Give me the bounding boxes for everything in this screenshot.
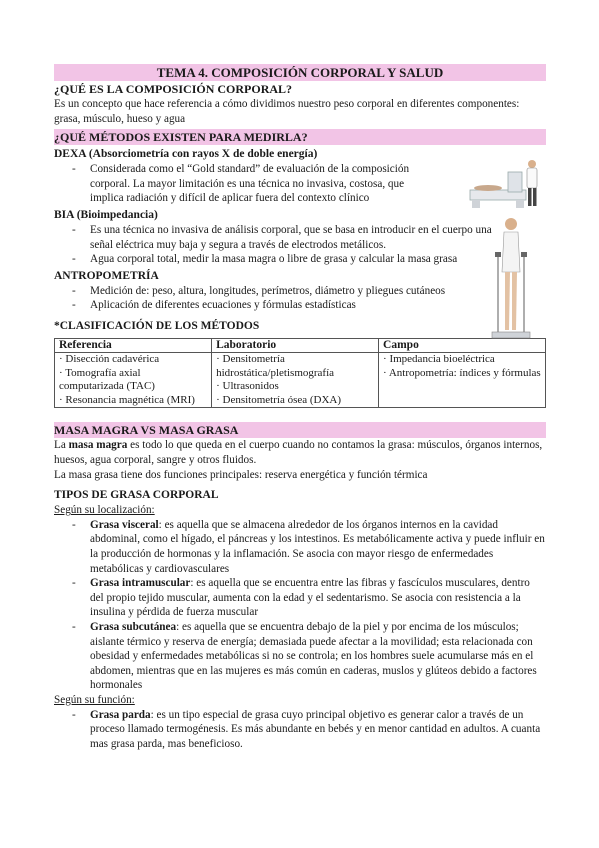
cell-item: · Densitometría ósea (DXA) [216,393,342,406]
term-visceral: Grasa visceral [90,518,159,531]
text-segment: : es aquella que se encuentra debajo de la piel y por encima de los músculos; aislante térmico y reserva de energía; demasiada puede afectar a la movilidad; esta relacionada con obesidad y enfermedades metabólicas si no se controla; en los hombres suele acumularse más en el abdomen, mientras que en las mujeres es más común en caderas, muslos y glúteos debido a factores hormonales [90,620,537,692]
definition-paragraph: Es un concepto que hace referencia a cómo dividimos nuestro peso corporal en diferentes componentes: grasa, músculo, hueso y agua [54,98,520,125]
section-heading-masa: MASA MAGRA VS MASA GRASA [54,422,546,438]
cell-item: · Disección cadavérica [59,353,160,366]
bia-title: BIA (Bioimpedancia) [54,208,158,221]
section-heading-metodos: ¿QUÉ MÉTODOS EXISTEN PARA MEDIRLA? [54,129,546,145]
cell-item: · Ultrasonidos [216,380,279,393]
funcion-list [54,708,546,752]
methods-table [54,338,546,409]
list-item: - Medición de: peso, altura, longitudes, perímetros, diámetro y pliegues cutáneos [90,284,546,299]
cell-referencia [55,353,212,408]
classification-heading: *CLASIFICACIÓN DE LOS MÉTODOS [54,319,260,332]
cell-item: · Tomografía axial computarizada (TAC) [59,366,155,393]
term-subcutanea: Grasa subcutánea [90,620,177,633]
cell-item: · Resonancia magnética (MRI) [59,393,195,406]
section-heading-composicion: ¿QUÉ ES LA COMPOSICIÓN CORPORAL? [54,82,293,96]
localizacion-list [54,518,546,693]
document-title: TEMA 4. COMPOSICIÓN CORPORAL Y SALUD [54,64,546,81]
text-segment: La [54,439,69,452]
masa-magra-paragraph [54,438,546,467]
dexa-title: DEXA (Absorciometría con rayos X de doble energía) [54,148,318,161]
term-parda: Grasa parda [90,708,151,721]
term-masa-magra: masa magra [68,439,128,452]
cell-item: · Impedancia bioeléctrica [383,353,495,366]
list-item [90,620,546,693]
cell-laboratorio [212,353,379,408]
document-page [54,64,546,751]
text-segment: es todo lo que queda en el cuerpo cuando no contamos la grasa: músculos, órganos internos, huesos, agua corporal, sangre y otros fluidos. [54,439,543,467]
funcion-label: Según su función: [54,693,135,706]
table-header-row [55,338,546,353]
list-item: - Considerada como el “Gold standard” de evaluación de la composición corporal. La mayor limitación es una técnica no invasiva, costosa, que implica radiación y difícil de aplicar fuera del contexto clínico [90,162,436,206]
bioimpedance-scale-illustration [486,214,536,354]
localizacion-label: Según su localización: [54,504,155,517]
cell-item: · Densitometría hidrostática/pletismografía [216,353,335,379]
cell-campo [379,353,546,408]
header-campo: Campo [379,338,546,353]
table-row [55,353,546,408]
cell-item: · Antropometría: índices y fórmulas [383,366,541,379]
antropometria-title: ANTROPOMETRÍA [54,269,159,282]
header-laboratorio: Laboratorio [212,338,379,353]
list-item [90,518,546,576]
text-segment: : es aquella que se encuentra entre las fibras y fascículos musculares, dentro del propio tejido muscular, aumenta con la edad y el sedentarismo. Se asocia con resistencia a la insulina y pérdida de fuerza muscular [90,577,530,619]
header-referencia: Referencia [55,338,212,353]
term-intramuscular: Grasa intramuscular [90,577,191,590]
bia-list [54,223,546,267]
text-segment: : es aquella que se almacena alrededor de los órganos internos en la cavidad abdominal, como el hígado, el páncreas y los intestinos. Es metabólicamente activa y puede influir en la producción de hormonas y la inflamación. Se asocia con mayor riesgo de enfermedades metabólicas y cardiovasculares [90,518,545,575]
list-item [90,708,546,752]
text-segment: : es un tipo especial de grasa cuyo principal objetivo es generar calor a través de un proceso llamado termogénesis. Es más abundante en bebés y en menor cantidad en adultos. A cuanta mas grasa parda, mas beneficioso. [90,708,541,750]
list-item: - Es una técnica no invasiva de análisis corporal, que se basa en introducir en el cuerpo una señal eléctrica muy baja y segura a través de electrodos metálicos. [90,223,506,252]
list-item: - Aplicación de diferentes ecuaciones y fórmulas estadísticas [90,298,546,313]
tipos-heading: TIPOS DE GRASA CORPORAL [54,489,219,502]
list-item [90,576,546,620]
list-item: - Agua corporal total, medir la masa magra o libre de grasa y calcular la masa grasa [90,252,506,267]
dexa-scanner-illustration [468,156,546,212]
masa-grasa-paragraph: La masa grasa tiene dos funciones principales: reserva energética y función térmica [54,468,428,481]
antropometria-list [54,284,546,313]
